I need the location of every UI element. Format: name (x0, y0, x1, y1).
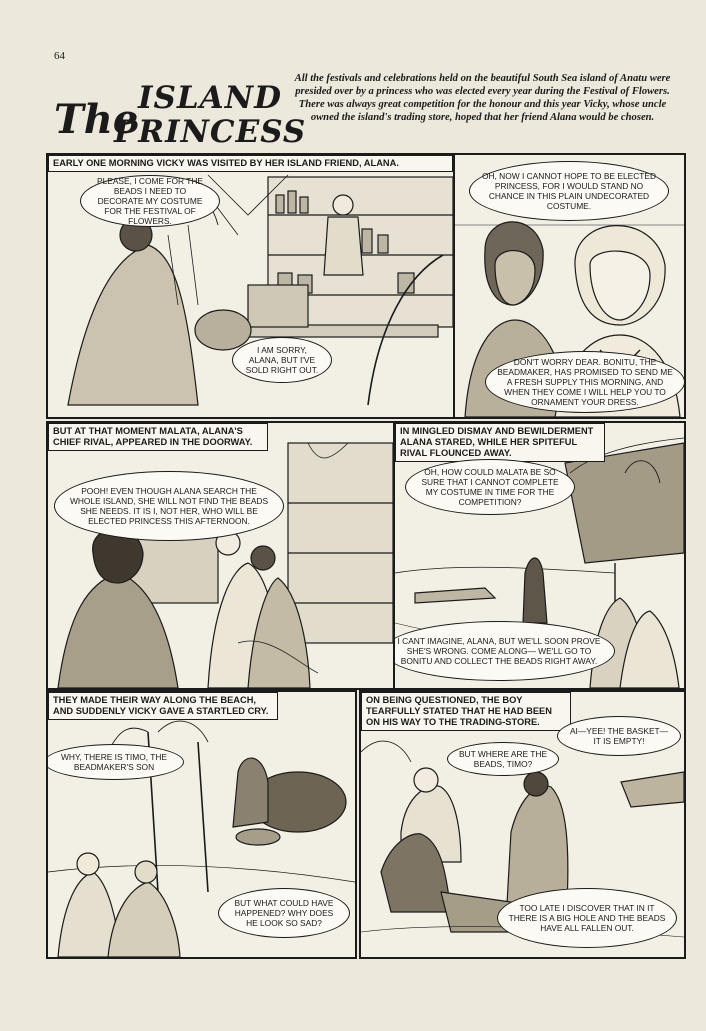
panel-girls-closeup (453, 153, 686, 419)
intro-text: All the festivals and celebrations held on the beautiful South Sea island of Anatu were presided over by a princess who was elected every year during the Festival of Flowers. There was always great competition for the honour and this year Vicky, whose uncle owned the island's trading store, hoped that her friend Alana would be chosen. (294, 73, 671, 123)
alana-question-bubble: OH, HOW COULD MALATA BE SO SURE THAT I CANNOT COMPLETE MY COSTUME IN TIME FOR THE COMPETITION? (405, 459, 575, 515)
vicky-plan-bubble: I CANT IMAGINE, ALANA, BUT WE'LL SOON PROVE SHE'S WRONG. COME ALONG— WE'LL GO TO BONITU AND COLLECT THE BEADS RIGHT AWAY. (393, 621, 615, 681)
panel-find-timo (46, 690, 357, 959)
alana-wonders-bubble: BUT WHAT COULD HAVE HAPPENED? WHY DOES HE LOOK SO SAD? (218, 888, 350, 938)
panel-malata-arrives (46, 421, 395, 690)
title-the: The (54, 96, 139, 143)
timo-cry-bubble: AI—YEE! THE BASKET— IT IS EMPTY! (557, 716, 681, 756)
panel-store-visit (46, 153, 455, 419)
malata-speech-bubble: POOH! EVEN THOUGH ALANA SEARCH THE WHOLE ISLAND, SHE WILL NOT FIND THE BEADS SHE NEEDS. IT IS I, NOT HER, WHO WILL BE ELECTED PRINCESS THIS AFTERNOON. (54, 471, 284, 541)
alana-worry-bubble: OH, NOW I CANNOT HOPE TO BE ELECTED PRINCESS, FOR I WOULD STAND NO CHANCE IN THIS PLAIN UNDECORATED COSTUME. (469, 161, 669, 221)
panel1-caption: EARLY ONE MORNING VICKY WAS VISITED BY HER ISLAND FRIEND, ALANA. (48, 155, 453, 172)
story-title (54, 78, 307, 150)
panel-empty-basket (359, 690, 686, 959)
panel6-caption: ON BEING QUESTIONED, THE BOY TEARFULLY STATED THAT HE HAD BEEN ON HIS WAY TO THE TRADING-STORE. (361, 692, 571, 731)
vicky-spots-timo-bubble: WHY, THERE IS TIMO, THE BEADMAKER'S SON (46, 744, 184, 780)
title-princess: PRINCESS (114, 114, 307, 150)
alana-speech-bubble: PLEASE, I COME FOR THE BEADS I NEED TO DECORATE MY COSTUME FOR THE FESTIVAL OF FLOWERS. (80, 175, 220, 227)
page-number: 64 (54, 50, 65, 62)
panel-rival-leaves (393, 421, 686, 690)
panel5-caption: THEY MADE THEIR WAY ALONG THE BEACH, AND SUDDENLY VICKY GAVE A STARTLED CRY. (48, 692, 278, 720)
panel4-caption: IN MINGLED DISMAY AND BEWILDERMENT ALANA STARED, WHILE HER SPITEFUL RIVAL FLOUNCED AWAY. (395, 423, 605, 462)
vicky-asks-bubble: BUT WHERE ARE THE BEADS, TIMO? (447, 742, 559, 776)
panel3-caption: BUT AT THAT MOMENT MALATA, ALANA'S CHIEF RIVAL, APPEARED IN THE DOORWAY. (48, 423, 268, 451)
malata-illustration (48, 423, 393, 688)
title-island: ISLAND (138, 80, 282, 116)
vicky-reassure-bubble: DON'T WORRY DEAR. BONITU, THE BEADMAKER, HAS PROMISED TO SEND ME A FRESH SUPPLY THIS MORNING, AND WHEN THEY COME I WILL HELP YOU TO ORNAMENT YOUR DRESS. (485, 351, 685, 413)
timo-explains-bubble: TOO LATE I DISCOVER THAT IN IT THERE IS A BIG HOLE AND THE BEADS HAVE ALL FALLEN OUT. (497, 888, 677, 948)
vicky-speech-bubble: I AM SORRY, ALANA, BUT I'VE SOLD RIGHT OUT. (232, 337, 332, 383)
